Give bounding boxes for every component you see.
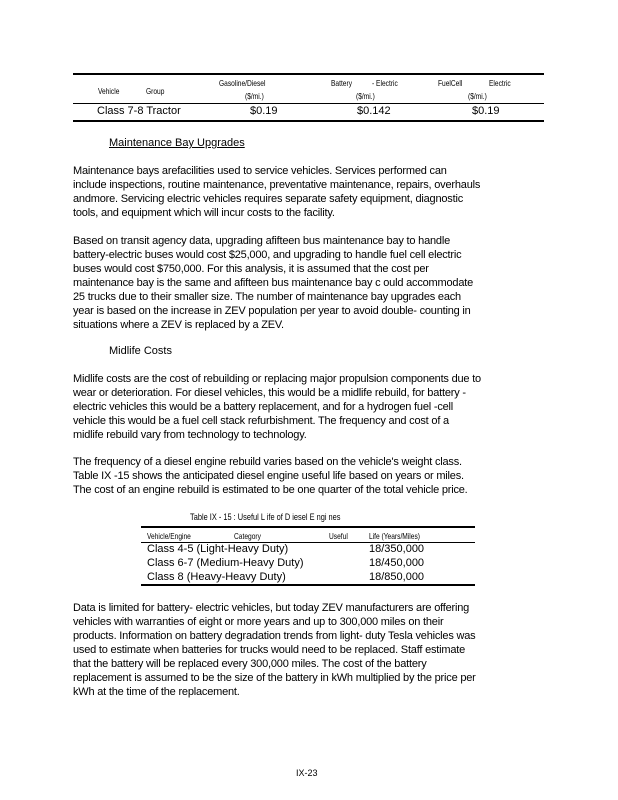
midlife-paragraph-1	[73, 372, 553, 442]
text-line: vehicle this would be a fuel cell stack refurbishment. The frequency and cost of a	[73, 415, 449, 427]
text-line: buses would cost $750,000. For this analysis, it is assumed that the cost per	[73, 263, 429, 275]
table1-cell-vehicle-group: Class 7-8 Tractor	[97, 105, 181, 117]
table2-cell-life: 18/350,000	[369, 543, 425, 555]
text-line: replacement is assumed to be the size of the battery in kWh multiplied by the price per	[73, 672, 476, 684]
table1-header-battery-unit: ($/mi.)	[356, 91, 375, 101]
table2-cell-category: Class 4-5 (Light-Heavy Duty)	[147, 543, 289, 555]
table2-cell-category: Class 8 (Heavy-Heavy Duty)	[147, 571, 286, 583]
maintenance-heading: Maintenance Bay Upgrades	[109, 137, 245, 149]
text-line: vehicles with warranties of eight or more years and up to 300,000 miles on their	[73, 616, 444, 628]
table2-header-category: Category	[234, 531, 261, 541]
table1-header-battery: Battery	[331, 78, 353, 88]
table1-header-fuelcell-unit: ($/mi.)	[468, 91, 487, 101]
table2-header-life: Life (Years/Miles)	[369, 531, 420, 541]
text-line: include inspections, routine maintenance, preventative maintenance, repairs, overhauls	[73, 179, 481, 191]
midlife-paragraph-2	[73, 455, 553, 497]
table2-body	[147, 542, 467, 584]
table2-cell-life: 18/450,000	[369, 557, 425, 569]
maintenance-paragraph-1	[73, 164, 553, 220]
table1-header-electric1: - Electric	[372, 78, 398, 88]
table1-header-vehicle: Vehicle	[98, 86, 120, 96]
text-line: Data is limited for battery- electric vehicles, but today ZEV manufacturers are offering	[73, 602, 470, 614]
table1-header-gasoline-unit: ($/mi.)	[245, 91, 264, 101]
text-line: The cost of an engine rebuild is estimated to be one quarter of the total vehicle price.	[73, 484, 468, 496]
text-line: used to estimate when batteries for trucks would need to be replaced. Staff estimate	[73, 644, 466, 656]
midlife-heading: Midlife Costs	[109, 345, 172, 357]
table1-header-electric2: Electric	[489, 78, 511, 88]
table-row	[147, 570, 467, 584]
table-row	[147, 556, 467, 570]
text-line: Table IX -15 shows the anticipated diesel engine useful life based on years or miles.	[73, 470, 464, 482]
table1-header-gasoline-diesel: Gasoline/Diesel	[219, 78, 266, 88]
text-line: andmore. Servicing electric vehicles requires separate safety equipment, diagnostic	[73, 193, 463, 205]
text-line: kWh at the time of the replacement.	[73, 686, 240, 698]
table2-header-useful: Useful	[329, 531, 348, 541]
table1-cell-gasoline-diesel: $0.19	[250, 105, 278, 117]
table2-cell-life: 18/850,000	[369, 571, 425, 583]
text-line: Maintenance bays arefacilities used to service vehicles. Services performed can	[73, 165, 447, 177]
text-line: that the battery will be replaced every 300,000 miles. The cost of the battery	[73, 658, 427, 670]
table1-header-fuelcell: FuelCell	[438, 78, 463, 88]
table2-bottom-rule	[141, 584, 475, 586]
text-line: wear or deterioration. For diesel vehicles, this would be a midlife rebuild, for battery -	[73, 387, 466, 399]
table1-top-rule	[73, 73, 544, 75]
battery-paragraph	[73, 601, 553, 699]
table1-cell-battery-electric: $0.142	[357, 105, 391, 117]
text-line: products. Information on battery degradation trends from light- duty Tesla vehicles was	[73, 630, 476, 642]
table1-cell-fuelcell-electric: $0.19	[472, 105, 500, 117]
text-line: 25 trucks due to their smaller size. The number of maintenance bay upgrades each	[73, 291, 461, 303]
table2-cell-category: Class 6-7 (Medium-Heavy Duty)	[147, 557, 304, 569]
table-row	[147, 542, 467, 556]
text-line: situations where a ZEV is replaced by a ZEV.	[73, 319, 284, 331]
maintenance-paragraph-2	[73, 234, 553, 332]
table2-header-vehicle-engine: Vehicle/Engine	[147, 531, 191, 541]
text-line: The frequency of a diesel engine rebuild varies based on the vehicle's weight class.	[73, 456, 462, 468]
table2-caption: Table IX - 15 : Useful L ife of D iesel E ngi nes	[190, 512, 341, 523]
text-line: battery-electric buses would cost $25,000, and upgrading to handle fuel cell electric	[73, 249, 462, 261]
text-line: midlife rebuild vary from technology to technology.	[73, 429, 307, 441]
text-line: Based on transit agency data, upgrading afifteen bus maintenance bay to handle	[73, 235, 451, 247]
table1-bottom-rule	[73, 120, 544, 122]
text-line: tools, and equipment which will incur costs to the facility.	[73, 207, 335, 219]
page-number: IX-23	[296, 768, 318, 778]
table2-top-rule	[141, 526, 475, 528]
text-line: year is based on the increase in ZEV population per year to avoid double- counting in	[73, 305, 471, 317]
text-line: Midlife costs are the cost of rebuilding or replacing major propulsion components due to	[73, 373, 481, 385]
text-line: electric vehicles this would be a battery replacement, and for a hydrogen fuel -cell	[73, 401, 454, 413]
text-line: maintenance bay is the same and afifteen bus maintenance bay c ould accommodate	[73, 277, 474, 289]
table1-header-group: Group	[146, 86, 165, 96]
